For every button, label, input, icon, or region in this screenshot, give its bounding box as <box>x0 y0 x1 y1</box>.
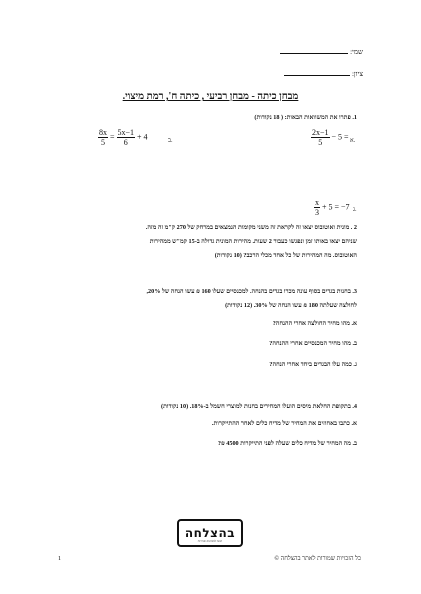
name-blank <box>280 53 348 54</box>
q2-line3: האוטובוס. מה המהירות של כל אחד מכלי הרכב? (10 נקודות) <box>214 252 357 259</box>
q3-part-a: א. מהו מחיר החולצה אחרי ההנחה? <box>272 320 357 327</box>
copyright-notice: כל הזכויות שמורות לאתר בהצלחה © <box>274 555 361 562</box>
page-number: 1 <box>58 555 62 562</box>
q1-equation-a: $\frac{2x-1}{5}$ − 5 = <box>312 128 349 147</box>
fraction: $\frac{x}{3}$ <box>315 198 319 217</box>
q1-equation-b: $\frac{8x}{5}$ = $\frac{5x-1}{6}$ + 4 <box>99 128 148 147</box>
grade-blank <box>284 75 350 76</box>
site-logo: בהצלחה הכנה למבחנים ובגרויות <box>177 519 243 547</box>
page-title: מבחן כיתה - מבחן רביעי , כיתה ח', רמת מיצוי. <box>122 91 299 102</box>
q2-line1: 2 . מונית ואוטובוס יצאו זה לקראת זה משני מקומות הנמצאים במרחק של 270 ק"מ זה מזה. <box>145 224 357 231</box>
q2-line2: שניהם יצאו באותו זמן ונפגשו כעבור 2 שעות. מהירות המונית גדולה ב-15 קמ"ש ממהירות <box>149 238 357 245</box>
fraction: $\frac{8x}{5}$ <box>99 128 107 147</box>
q3-line1: 3. בחנות בגדים בסוף עונה מכרו בגדים בהנחה. למכנסיים שעלו 160 ₪ עשו הנחה של 20%, <box>146 288 357 295</box>
q3-part-c: ג. כמה עלו הבגדים ביחד אחרי הנחה? <box>269 361 357 368</box>
q3-part-b: ב. מהו מחיר המכנסיים אחרי ההנחה? <box>269 340 357 347</box>
q3-line2: לחולצה שעלתה 180 ₪ עשו הנחה של 30%. (12 נקודות) <box>225 302 357 309</box>
name-field-row <box>280 48 363 56</box>
grade-field-row <box>284 70 363 78</box>
q4-line1: 4. בתקופת החלאת מיסים הועלו המחירים בחנות למוצרי חשמל ב-18%. (10 נקודות) <box>161 403 357 410</box>
q1-equation-c: $\frac{x}{3}$ + 5 = −7 <box>315 198 350 217</box>
q1-label-a: א. <box>350 137 356 144</box>
q1-label-c: ג. <box>353 206 357 213</box>
q4-part-b: ב. מה המחיר של מדיח כלים שעלה לפני התייקרות 4500 ₪? <box>217 440 357 447</box>
fraction: $\frac{2x-1}{5}$ <box>312 128 329 147</box>
q1-label-b: ב. <box>168 137 173 144</box>
q4-part-a: א. כתבו באחוזים את המחיר של מדיח כלים לאחר ההתייקרות. <box>211 420 357 427</box>
q1-intro: 1. פתרו את המשוואות הבאות: ( 18 נקודות) <box>254 114 357 121</box>
fraction: $\frac{5x-1}{6}$ <box>117 128 135 147</box>
name-label: שמי: <box>350 48 363 56</box>
grade-label: ציון: <box>351 70 363 78</box>
